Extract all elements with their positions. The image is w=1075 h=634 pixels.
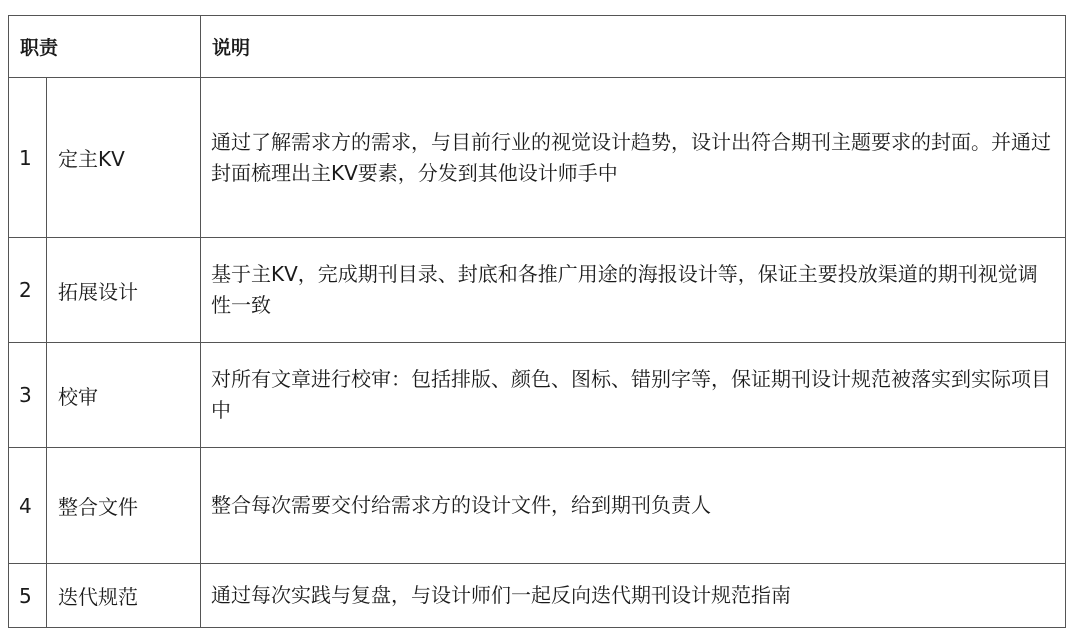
row-duty: 定主KV bbox=[47, 78, 201, 238]
row-duty: 拓展设计 bbox=[47, 238, 201, 343]
row-description: 通过每次实践与复盘，与设计师们一起反向迭代期刊设计规范指南 bbox=[201, 564, 1066, 628]
row-duty: 校审 bbox=[47, 343, 201, 448]
row-description: 基于主KV，完成期刊目录、封底和各推广用途的海报设计等，保证主要投放渠道的期刊视觉调性一致 bbox=[201, 238, 1066, 343]
table-header-row bbox=[9, 16, 1066, 78]
row-number: 3 bbox=[9, 343, 47, 448]
row-description: 整合每次需要交付给需求方的设计文件，给到期刊负责人 bbox=[201, 448, 1066, 564]
row-number: 5 bbox=[9, 564, 47, 628]
row-duty: 迭代规范 bbox=[47, 564, 201, 628]
row-number: 2 bbox=[9, 238, 47, 343]
responsibilities-table bbox=[8, 15, 1066, 628]
table-row bbox=[9, 343, 1066, 448]
row-number: 1 bbox=[9, 78, 47, 238]
table-row bbox=[9, 564, 1066, 628]
header-description: 说明 bbox=[201, 16, 1066, 78]
row-description: 对所有文章进行校审：包括排版、颜色、图标、错别字等，保证期刊设计规范被落实到实际项目中 bbox=[201, 343, 1066, 448]
table-row bbox=[9, 448, 1066, 564]
table-row bbox=[9, 78, 1066, 238]
row-description: 通过了解需求方的需求，与目前行业的视觉设计趋势，设计出符合期刊主题要求的封面。并通过封面梳理出主KV要素，分发到其他设计师手中 bbox=[201, 78, 1066, 238]
row-duty: 整合文件 bbox=[47, 448, 201, 564]
header-duty: 职责 bbox=[9, 16, 201, 78]
table-row bbox=[9, 238, 1066, 343]
row-number: 4 bbox=[9, 448, 47, 564]
